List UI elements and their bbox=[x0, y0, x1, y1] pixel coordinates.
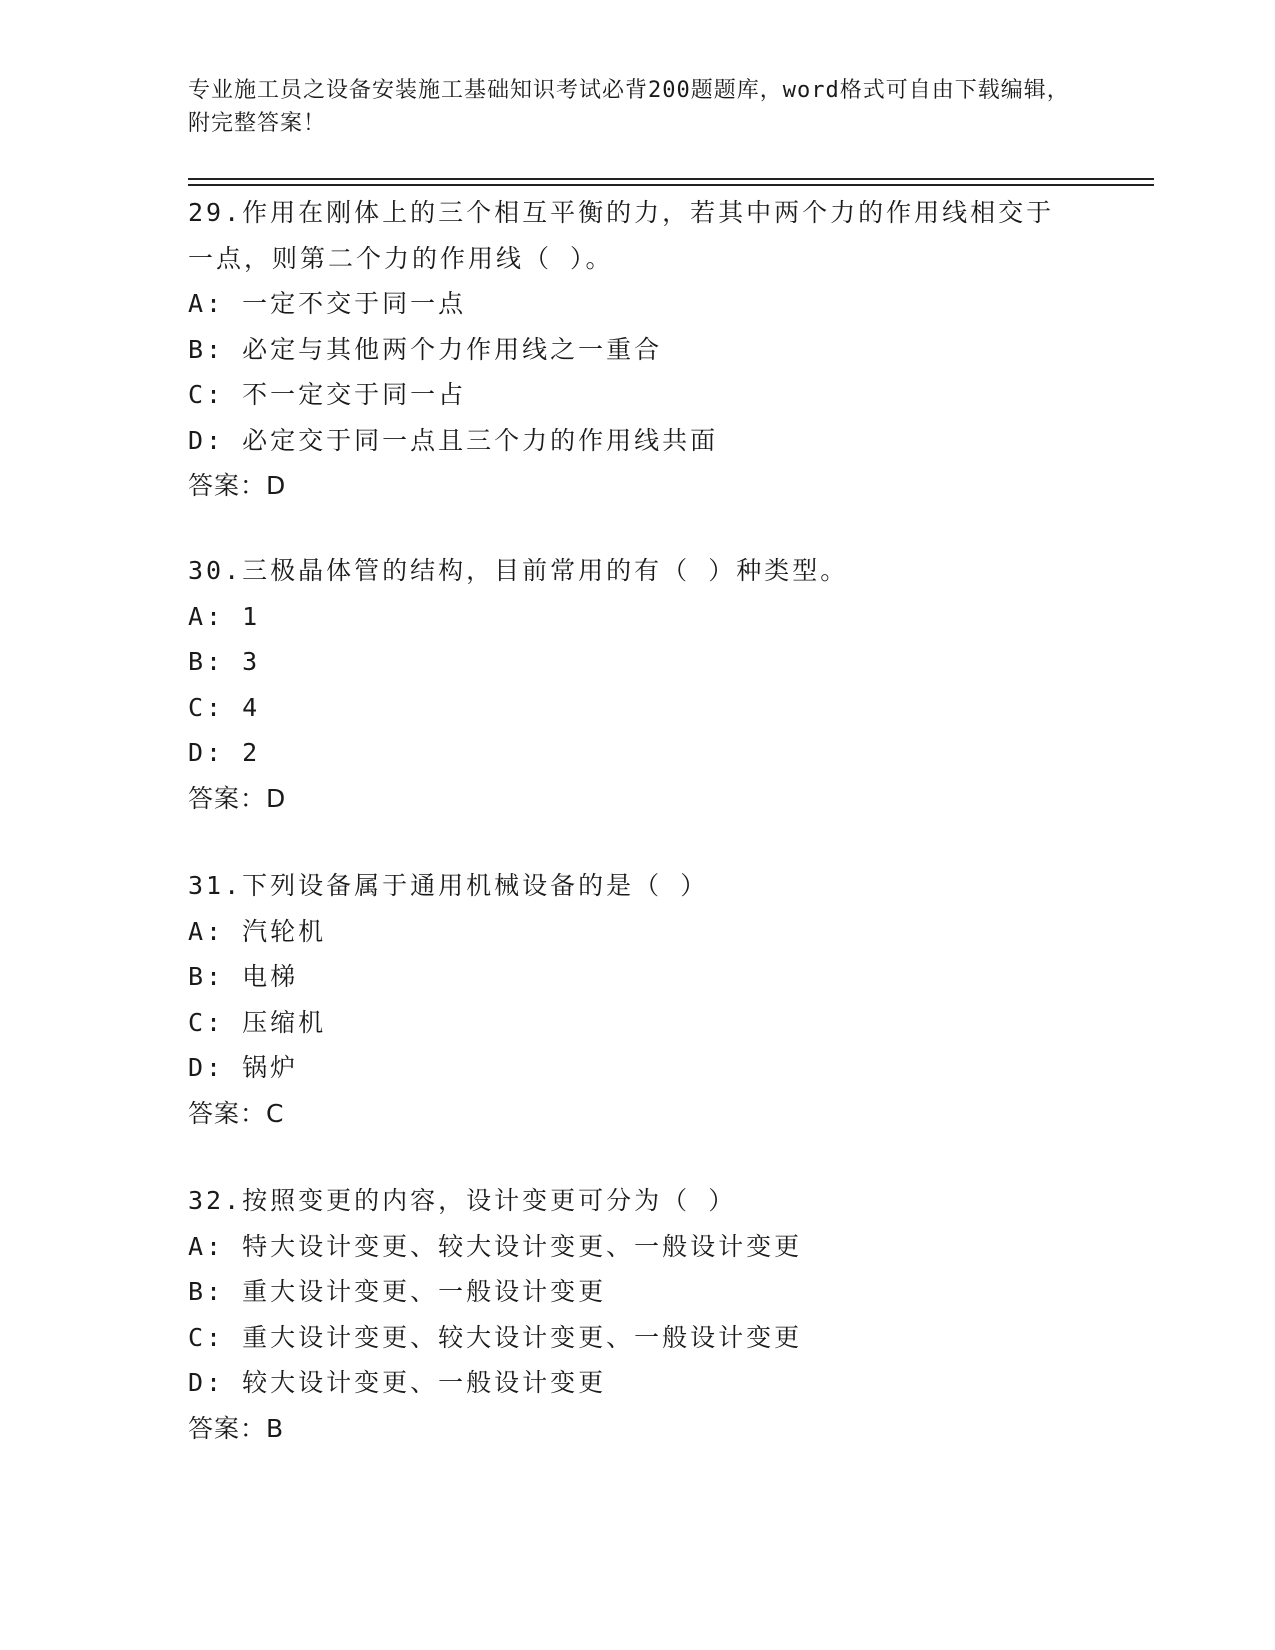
answer-line: 答案：D bbox=[188, 471, 287, 500]
document-title: 专业施工员之设备安装施工基础知识考试必背200题题库，word格式可自由下载编辑，附完整答案！ bbox=[188, 78, 1070, 136]
answer-line: 答案：D bbox=[188, 783, 287, 813]
option-a: A: 汽轮机 bbox=[188, 916, 327, 946]
option-d: D: 2 bbox=[188, 738, 261, 767]
answer-line: 答案：C bbox=[188, 1098, 285, 1128]
option-a: A: 特大设计变更、较大设计变更、一般设计变更 bbox=[188, 1231, 803, 1261]
question-32 bbox=[188, 1178, 1088, 1451]
question-29 bbox=[188, 190, 1088, 509]
option-c: C: 重大设计变更、较大设计变更、一般设计变更 bbox=[188, 1322, 803, 1352]
answer-line: 答案：B bbox=[188, 1413, 285, 1443]
option-d: D: 锅炉 bbox=[188, 1053, 299, 1082]
question-stem: 29.作用在刚体上的三个相互平衡的力，若其中两个力的作用线相交于一点，则第二个力的作用线（ ）。 bbox=[188, 198, 1055, 273]
option-b: B: 重大设计变更、一般设计变更 bbox=[188, 1277, 607, 1306]
option-a: A: 一定不交于同一点 bbox=[188, 289, 467, 318]
option-d: D: 较大设计变更、一般设计变更 bbox=[188, 1368, 607, 1397]
option-b: B: 必定与其他两个力作用线之一重合 bbox=[188, 334, 663, 364]
option-d: D: 必定交于同一点且三个力的作用线共面 bbox=[188, 425, 719, 455]
document-header bbox=[188, 74, 1088, 140]
question-stem: 31.下列设备属于通用机械设备的是（ ） bbox=[188, 871, 709, 900]
option-c: C: 不一定交于同一占 bbox=[188, 380, 467, 409]
question-30 bbox=[188, 548, 1088, 821]
option-c: C: 4 bbox=[188, 692, 261, 722]
option-a: A: 1 bbox=[188, 601, 261, 631]
question-stem: 32.按照变更的内容，设计变更可分为（ ） bbox=[188, 1186, 737, 1215]
question-31 bbox=[188, 863, 1088, 1136]
header-divider-top bbox=[188, 178, 1154, 180]
header-divider-bottom bbox=[188, 184, 1154, 186]
option-b: B: 电梯 bbox=[188, 962, 299, 991]
option-b: B: 3 bbox=[188, 647, 261, 676]
question-stem: 30.三极晶体管的结构，目前常用的有（ ）种类型。 bbox=[188, 556, 849, 585]
option-c: C: 压缩机 bbox=[188, 1007, 327, 1037]
